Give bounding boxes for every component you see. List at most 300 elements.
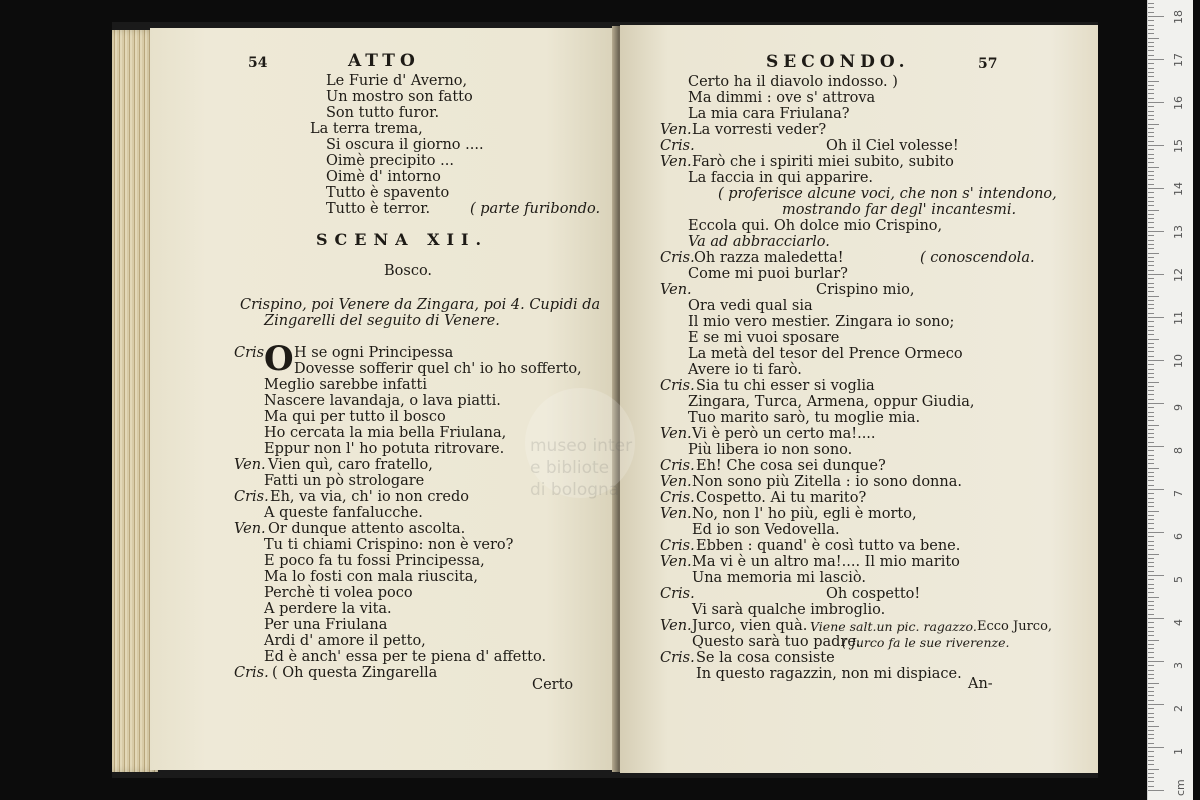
ruler-tick — [1148, 373, 1154, 374]
stage-direction: ( parte furibondo. — [470, 201, 601, 217]
speaker-name: Cris. — [660, 490, 695, 506]
ruler-tick — [1148, 382, 1159, 383]
speaker-name: Ven. — [660, 282, 692, 298]
speaker-name: Ven. — [660, 618, 692, 634]
ruler-tick — [1148, 356, 1154, 357]
ruler-tick — [1148, 93, 1154, 94]
dialogue-line: La vorresti veder? — [692, 122, 827, 138]
ruler-tick — [1148, 16, 1164, 17]
page-number-left: 54 — [248, 55, 268, 71]
verse-line: Tutto è spavento — [326, 185, 450, 201]
ruler-tick — [1148, 700, 1154, 701]
ruler-tick — [1148, 442, 1154, 443]
dialogue-line: A perdere la vita. — [264, 601, 392, 617]
ruler-tick — [1148, 98, 1154, 99]
ruler-tick — [1148, 394, 1154, 395]
measurement-ruler — [1147, 0, 1193, 800]
dialogue-line: Oh il Ciel volesse! — [826, 138, 959, 154]
ruler-tick — [1148, 317, 1164, 318]
speaker-name: Ven. — [660, 474, 692, 490]
ruler-tick — [1148, 412, 1154, 413]
ruler-tick — [1148, 545, 1154, 546]
dialogue-line: Perchè ti volea poco — [264, 585, 413, 601]
dialogue-line: Se la cosa consiste — [696, 650, 835, 666]
ruler-tick — [1148, 665, 1154, 666]
ruler-tick — [1148, 270, 1154, 271]
ruler-tick — [1148, 455, 1154, 456]
dialogue-line: Tu ti chiami Crispino: non è vero? — [264, 537, 514, 553]
ruler-tick — [1148, 343, 1154, 344]
stage-direction: ( conoscendola. — [920, 250, 1035, 266]
ruler-tick — [1148, 614, 1154, 615]
ruler-tick — [1148, 640, 1159, 641]
dialogue-line: Farò che i spiriti miei subito, subito — [692, 154, 954, 170]
ruler-tick — [1148, 184, 1154, 185]
stage-direction: Va ad abbracciarlo. — [688, 234, 830, 250]
characters-list: Crispino, poi Venere da Zingara, poi 4. Cupidi da — [240, 297, 601, 313]
ruler-tick — [1148, 480, 1154, 481]
speaker-name: Ven. — [234, 521, 266, 537]
ruler-tick — [1148, 81, 1159, 82]
ruler-tick — [1148, 197, 1154, 198]
ruler-tick — [1148, 609, 1154, 610]
ruler-tick — [1148, 721, 1154, 722]
ruler-tick — [1148, 678, 1154, 679]
ruler-tick — [1148, 588, 1154, 589]
verse-line: Oimè d' intorno — [326, 169, 441, 185]
ruler-tick — [1148, 726, 1159, 727]
ruler-tick — [1148, 743, 1154, 744]
ruler-tick — [1148, 7, 1154, 8]
ruler-number: 13 — [1172, 225, 1185, 239]
dialogue-line: Ma vi è un altro ma!.... Il mio marito — [692, 554, 960, 570]
dialogue-line: Zingara, Turca, Armena, oppur Giudia, — [688, 394, 975, 410]
dialogue-line: ( Oh questa Zingarella — [272, 665, 438, 681]
dialogue-line: Meglio sarebbe infatti — [264, 377, 427, 393]
dialogue-line: Come mi puoi burlar? — [688, 266, 848, 282]
ruler-tick — [1148, 450, 1154, 451]
ruler-tick — [1148, 562, 1154, 563]
ruler-tick — [1148, 377, 1154, 378]
ruler-tick — [1148, 468, 1159, 469]
ruler-tick — [1148, 347, 1154, 348]
speaker-name: Cris. — [660, 538, 695, 554]
dialogue-line: Ardi d' amore il petto, — [264, 633, 426, 649]
ruler-number: 2 — [1172, 705, 1185, 712]
dialogue-line: Ora vedi qual sia — [688, 298, 813, 314]
speaker-name: Cris. — [234, 665, 269, 681]
ruler-tick — [1148, 515, 1154, 516]
ruler-tick — [1148, 472, 1154, 473]
ruler-tick — [1148, 532, 1164, 533]
speaker-name: Ven. — [660, 426, 692, 442]
ruler-tick — [1148, 463, 1154, 464]
stage-direction: ( Jurco fa le sue riverenze. — [842, 635, 1010, 650]
ruler-tick — [1148, 308, 1154, 309]
ruler-tick — [1148, 124, 1159, 125]
speaker-name: Cris. — [234, 489, 269, 505]
ruler-number: 4 — [1172, 619, 1185, 626]
dialogue-line: Tuo marito sarò, tu moglie mia. — [688, 410, 921, 426]
speaker-name: Ven. — [234, 457, 266, 473]
ruler-tick — [1148, 244, 1154, 245]
dialogue-line: Oh cospetto! — [826, 586, 921, 602]
speaker-name: Cris. — [660, 378, 695, 394]
ruler-number: 1 — [1172, 748, 1185, 755]
stage-direction: ( proferisce alcune voci, che non s' intendono, — [718, 186, 1057, 202]
ruler-tick — [1148, 652, 1154, 653]
dialogue-line: Ho cercata la mia bella Friulana, — [264, 425, 507, 441]
watermark-text: museo inter — [530, 436, 633, 456]
dialogue-line: Eppur non l' ho potuta ritrovare. — [264, 441, 505, 457]
dialogue-line: Nascere lavandaja, o lava piatti. — [264, 393, 501, 409]
verse-line: Le Furie d' Averno, — [326, 73, 468, 89]
ruler-tick — [1148, 781, 1154, 782]
ruler-tick — [1148, 46, 1154, 47]
running-head-left: ATTO — [348, 51, 420, 71]
ruler-tick — [1148, 773, 1154, 774]
dialogue-line: Or dunque attento ascolta. — [268, 521, 466, 537]
ruler-tick — [1148, 661, 1164, 662]
catchword: An- — [968, 676, 993, 692]
drop-cap: O — [264, 339, 294, 379]
ruler-tick — [1148, 730, 1154, 731]
dialogue-line: Ed io son Vedovella. — [692, 522, 840, 538]
ruler-tick — [1148, 584, 1154, 585]
ruler-tick — [1148, 257, 1154, 258]
ruler-tick — [1148, 175, 1154, 176]
ruler-tick — [1148, 253, 1159, 254]
dialogue-line: Questo sarà tuo padre. — [692, 634, 861, 650]
catchword: Certo — [532, 677, 574, 693]
dialogue-line: Ebben : quand' è così tutto va bene. — [696, 538, 961, 554]
ruler-tick — [1148, 29, 1154, 30]
ruler-tick — [1148, 296, 1159, 297]
ruler-tick — [1148, 283, 1154, 284]
dialogue-line: Fatti un pò strologare — [264, 473, 425, 489]
ruler-tick — [1148, 141, 1154, 142]
ruler-number: 8 — [1172, 447, 1185, 454]
ruler-tick — [1148, 747, 1164, 748]
dialogue-line: Oh razza maledetta! — [694, 250, 844, 266]
dialogue-line: Vi sarà qualche imbroglio. — [692, 602, 886, 618]
ruler-tick — [1148, 683, 1159, 684]
dialogue-line: Ma qui per tutto il bosco — [264, 409, 446, 425]
ruler-number: 7 — [1172, 490, 1185, 497]
dialogue-line: La metà del tesor del Prence Ormeco — [688, 346, 963, 362]
ruler-tick — [1148, 42, 1154, 43]
ruler-tick — [1148, 119, 1154, 120]
ruler-tick — [1148, 648, 1154, 649]
ruler-tick — [1148, 635, 1154, 636]
ruler-tick — [1148, 179, 1154, 180]
ruler-tick — [1148, 476, 1154, 477]
ruler-tick — [1148, 192, 1154, 193]
dialogue-line: A queste fanfalucche. — [264, 505, 423, 521]
dialogue-line: La faccia in qui apparire. — [688, 170, 874, 186]
ruler-tick — [1148, 554, 1159, 555]
ruler-tick — [1148, 63, 1154, 64]
ruler-tick — [1148, 631, 1154, 632]
ruler-tick — [1148, 3, 1154, 4]
ruler-tick — [1148, 579, 1154, 580]
speaker-name: Ven. — [660, 554, 692, 570]
ruler-tick — [1148, 50, 1154, 51]
ruler-tick — [1148, 132, 1154, 133]
ruler-tick — [1148, 287, 1154, 288]
ruler-tick — [1148, 188, 1164, 189]
dialogue-line: La mia cara Friulana? — [688, 106, 850, 122]
ruler-tick — [1148, 111, 1154, 112]
ruler-number: 9 — [1172, 404, 1185, 411]
ruler-tick — [1148, 769, 1159, 770]
ruler-tick — [1148, 330, 1154, 331]
ruler-tick — [1148, 777, 1154, 778]
ruler-tick — [1148, 390, 1154, 391]
speaker-name: Cris. — [660, 586, 695, 602]
ruler-tick — [1148, 326, 1154, 327]
ruler-tick — [1148, 713, 1154, 714]
page-number-right: 57 — [978, 56, 998, 72]
ruler-tick — [1148, 265, 1154, 266]
ruler-tick — [1148, 300, 1154, 301]
stage-direction: mostrando far degl' incantesmi. — [782, 202, 1017, 218]
ruler-tick — [1148, 205, 1154, 206]
ruler-tick — [1148, 502, 1154, 503]
ruler-tick — [1148, 321, 1154, 322]
dialogue-line: Vi è però un certo ma!.... — [692, 426, 876, 442]
ruler-number: 6 — [1172, 533, 1185, 540]
dialogue-line: Per una Friulana — [264, 617, 388, 633]
ruler-tick — [1148, 72, 1154, 73]
ruler-tick — [1148, 210, 1159, 211]
verse-line: Un mostro son fatto — [326, 89, 473, 105]
ruler-tick — [1148, 89, 1154, 90]
dialogue-line: No, non l' ho più, egli è morto, — [692, 506, 917, 522]
ruler-tick — [1148, 695, 1154, 696]
ruler-tick — [1148, 459, 1154, 460]
ruler-tick — [1148, 106, 1154, 107]
watermark-text: e bibliote — [530, 458, 610, 478]
ruler-tick — [1148, 274, 1164, 275]
ruler-tick — [1148, 618, 1164, 619]
ruler-tick — [1148, 425, 1159, 426]
ruler-tick — [1148, 756, 1154, 757]
ruler-tick — [1148, 399, 1154, 400]
ruler-tick — [1148, 214, 1154, 215]
ruler-tick — [1148, 708, 1154, 709]
ruler-tick — [1148, 38, 1159, 39]
ruler-tick — [1148, 158, 1154, 159]
speaker-name: Cris. — [660, 138, 695, 154]
ruler-tick — [1148, 154, 1154, 155]
ruler-tick — [1148, 261, 1154, 262]
ruler-tick — [1148, 674, 1154, 675]
ruler-tick — [1148, 68, 1154, 69]
running-head-right: SECONDO. — [766, 52, 910, 72]
ruler-tick — [1148, 571, 1154, 572]
ruler-tick — [1148, 85, 1154, 86]
ruler-tick — [1148, 592, 1154, 593]
ruler-tick — [1148, 416, 1154, 417]
ruler-tick — [1148, 657, 1154, 658]
ruler-tick — [1148, 235, 1154, 236]
ruler-tick — [1148, 622, 1154, 623]
ruler-tick — [1148, 339, 1159, 340]
right-page — [620, 25, 1098, 773]
dialogue-line: Crispino mio, — [816, 282, 915, 298]
ruler-tick — [1148, 149, 1154, 150]
dialogue-line: Vien quì, caro fratello, — [268, 457, 433, 473]
ruler-tick — [1148, 760, 1154, 761]
dialogue-line: Ed è anch' essa per te piena d' affetto. — [264, 649, 547, 665]
ruler-tick — [1148, 429, 1154, 430]
ruler-tick — [1148, 167, 1159, 168]
dialogue-line: E poco fa tu fossi Principessa, — [264, 553, 485, 569]
verse-line: Son tutto furor. — [326, 105, 440, 121]
ruler-tick — [1148, 738, 1154, 739]
ruler-tick — [1148, 218, 1154, 219]
dialogue-line: Eccola qui. Oh dolce mio Crispino, — [688, 218, 943, 234]
ruler-tick — [1148, 506, 1154, 507]
ruler-tick — [1148, 489, 1164, 490]
ruler-tick — [1148, 437, 1154, 438]
ruler-tick — [1148, 227, 1154, 228]
ruler-tick — [1148, 493, 1154, 494]
speaker-name: Cris. — [660, 250, 695, 266]
ruler-tick — [1148, 201, 1154, 202]
dialogue-line: Ma lo fosti con mala riuscita, — [264, 569, 478, 585]
ruler-tick — [1148, 734, 1154, 735]
ruler-tick — [1148, 351, 1154, 352]
ruler-tick — [1148, 25, 1154, 26]
ruler-tick — [1148, 364, 1154, 365]
dialogue-line: Una memoria mi lasciò. — [692, 570, 867, 586]
verse-line: Tutto è terror. — [326, 201, 431, 217]
ruler-tick — [1148, 566, 1154, 567]
ruler-tick — [1148, 278, 1154, 279]
ruler-tick — [1148, 115, 1154, 116]
ruler-tick — [1148, 334, 1154, 335]
ruler-tick — [1148, 549, 1154, 550]
dialogue-line: Eh, va via, ch' io non credo — [270, 489, 469, 505]
ruler-number: 14 — [1172, 182, 1185, 196]
ruler-number: 12 — [1172, 268, 1185, 282]
ruler-number: 18 — [1172, 10, 1185, 24]
speaker-name: Cris. — [660, 650, 695, 666]
ruler-tick — [1148, 20, 1154, 21]
ruler-tick — [1148, 485, 1154, 486]
ruler-tick — [1148, 313, 1154, 314]
dialogue-line: In questo ragazzin, non mi dispiace. — [696, 666, 962, 682]
ruler-tick — [1148, 240, 1154, 241]
ruler-tick — [1148, 511, 1159, 512]
ruler-unit: cm — [1174, 779, 1187, 796]
ruler-tick — [1148, 231, 1164, 232]
speaker-name: Cris. — [660, 458, 695, 474]
ruler-tick — [1148, 102, 1164, 103]
ruler-tick — [1148, 433, 1154, 434]
ruler-number: 10 — [1172, 354, 1185, 368]
speaker-name: Ven. — [660, 506, 692, 522]
verse-line: Oimè precipito ... — [326, 153, 454, 169]
ruler-tick — [1148, 597, 1159, 598]
dialogue-line: Dovesse sofferir quel ch' io ho sofferto, — [294, 361, 582, 377]
ruler-tick — [1148, 403, 1164, 404]
ruler-tick — [1148, 291, 1154, 292]
ruler-tick — [1148, 575, 1164, 576]
verse-line: La terra trema, — [310, 121, 423, 137]
ruler-number: 3 — [1172, 662, 1185, 669]
speaker-name: Ven. — [660, 122, 692, 138]
watermark-text: di bologna — [530, 480, 620, 500]
characters-list: Zingarelli del seguito di Venere. — [264, 313, 500, 329]
ruler-tick — [1148, 386, 1154, 387]
ruler-number: 15 — [1172, 139, 1185, 153]
verse-line: Si oscura il giorno .... — [326, 137, 484, 153]
dialogue-line: Eh! Che cosa sei dunque? — [696, 458, 886, 474]
dialogue-line: Jurco, vien quà. — [692, 618, 808, 634]
ruler-tick — [1148, 558, 1154, 559]
dialogue-line: Ecco Jurco, — [977, 619, 1053, 634]
ruler-tick — [1148, 420, 1154, 421]
ruler-tick — [1148, 171, 1154, 172]
ruler-tick — [1148, 670, 1154, 671]
dialogue-line: E se mi vuoi sposare — [688, 330, 840, 346]
speaker-name: Ven. — [660, 154, 692, 170]
ruler-tick — [1148, 764, 1154, 765]
ruler-tick — [1148, 128, 1154, 129]
ruler-tick — [1148, 55, 1154, 56]
ruler-tick — [1148, 76, 1154, 77]
ruler-number: 11 — [1172, 311, 1185, 325]
ruler-tick — [1148, 536, 1154, 537]
dialogue-line: Più libera io non sono. — [688, 442, 853, 458]
ruler-tick — [1148, 519, 1154, 520]
dialogue-line: Non sono più Zitella : io sono donna. — [692, 474, 962, 490]
dialogue-line: H se ogni Principessa — [294, 345, 454, 361]
dialogue-line: Cospetto. Ai tu marito? — [696, 490, 867, 506]
ruler-tick — [1148, 717, 1154, 718]
ruler-tick — [1148, 248, 1154, 249]
scene-title: SCENA XII. — [316, 230, 489, 249]
ruler-tick — [1148, 136, 1154, 137]
ruler-tick — [1148, 601, 1154, 602]
dialogue-line: Avere io ti farò. — [688, 362, 802, 378]
ruler-tick — [1148, 687, 1154, 688]
dialogue-line: Certo ha il diavolo indosso. ) — [688, 74, 898, 90]
dialogue-line: Il mio vero mestier. Zingara io sono; — [688, 314, 955, 330]
scene-location: Bosco. — [384, 263, 433, 279]
stage-direction: Viene salt.un pic. ragazzo. — [810, 619, 977, 634]
ruler-tick — [1148, 605, 1154, 606]
ruler-tick — [1148, 145, 1164, 146]
ruler-tick — [1148, 12, 1154, 13]
ruler-tick — [1148, 369, 1154, 370]
ruler-number: 16 — [1172, 96, 1185, 110]
dialogue-line: Ma dimmi : ove s' attrova — [688, 90, 876, 106]
ruler-tick — [1148, 704, 1164, 705]
ruler-tick — [1148, 523, 1154, 524]
ruler-tick — [1148, 691, 1154, 692]
ruler-tick — [1148, 304, 1154, 305]
speaker-name: Cris. — [234, 345, 269, 361]
ruler-tick — [1148, 790, 1164, 791]
ruler-tick — [1148, 407, 1154, 408]
ruler-tick — [1148, 446, 1164, 447]
ruler-tick — [1148, 222, 1154, 223]
ruler-tick — [1148, 751, 1154, 752]
